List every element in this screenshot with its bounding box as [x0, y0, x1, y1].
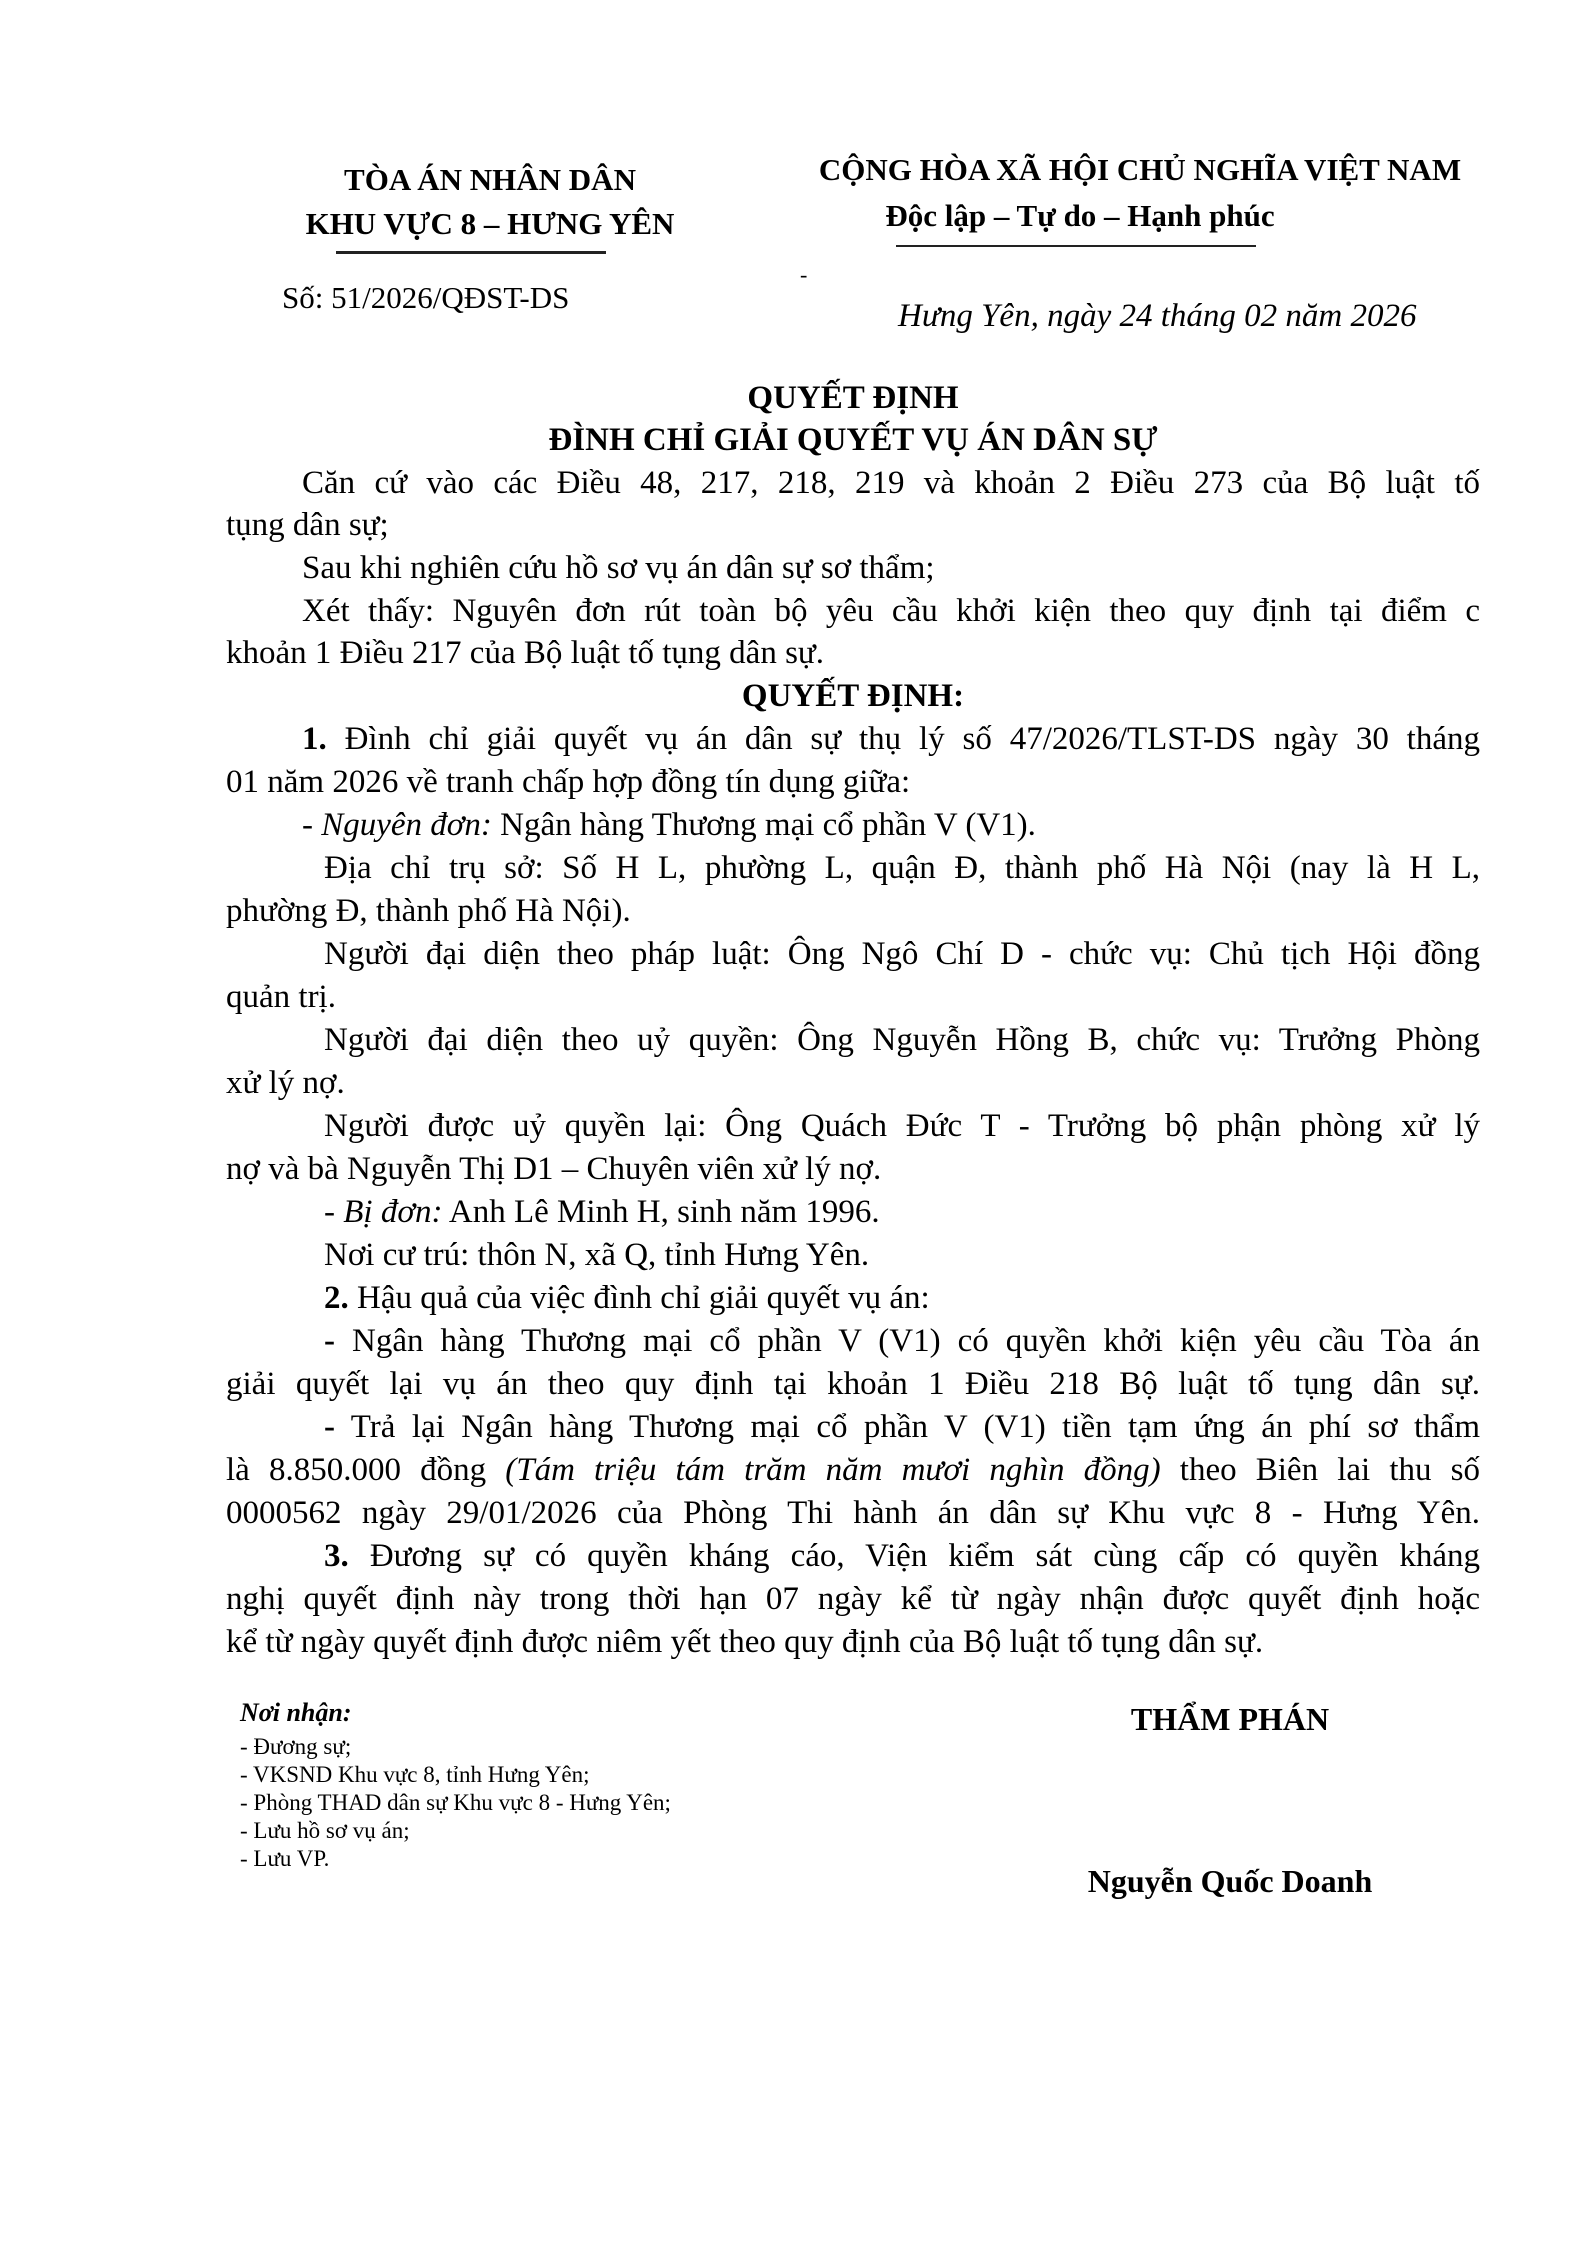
national-motto: Độc lập – Tự do – Hạnh phúc [885, 198, 1275, 233]
section2-item1-cont: giải quyết lại vụ án theo quy định tại khoản 1 Điều 218 Bộ luật tố tụng dân sự. [226, 1366, 1480, 1402]
recipients-label: Nơi nhận: [240, 1698, 352, 1727]
document-subtitle: ĐÌNH CHỈ GIẢI QUYẾT VỤ ÁN DÂN SỰ [548, 422, 1158, 458]
decision-heading: QUYẾT ĐỊNH: [741, 678, 965, 714]
plaintiff-address: Địa chỉ trụ sở: Số H L, phường L, quận Đ, thành phố Hà Nội (nay là H L, [324, 850, 1480, 886]
section3-line1 [324, 1535, 1480, 1577]
plaintiff-line [302, 804, 1480, 846]
sub-authorized-person-cont: nợ và bà Nguyễn Thị D1 – Chuyên viên xử lý nợ. [226, 1151, 882, 1187]
fee-amount-words: (Tám triệu tám trăm năm mươi nghìn đồng) [505, 1452, 1161, 1488]
receipt-label: theo Biên lai thu số [1160, 1452, 1480, 1488]
section3-line3: kể từ ngày quyết định được niêm yết theo quy định của Bộ luật tố tụng dân sự. [226, 1624, 1264, 1660]
recipient-item: - Lưu VP. [240, 1846, 330, 1871]
signer-name: Nguyễn Quốc Doanh [1087, 1863, 1373, 1899]
recipient-item: - Lưu hồ sơ vụ án; [240, 1818, 410, 1843]
section2-item1 [324, 1320, 1480, 1362]
authorized-representative: Người đại diện theo uỷ quyền: Ông Nguyễn Hồng B, chức vụ: Trưởng Phòng [324, 1022, 1480, 1058]
sub-authorized-person: Người được uỷ quyền lại: Ông Quách Đức T - Trưởng bộ phận phòng xử lý [324, 1108, 1480, 1144]
preamble-legal-basis: Căn cứ vào các Điều 48, 217, 218, 219 và khoản 2 Điều 273 của Bộ luật tố [302, 465, 1480, 501]
item2-text: Trả lại Ngân hàng Thương mại cổ phần V (V1) tiền tạm ứng án phí sơ thẩm [335, 1409, 1480, 1445]
motto-underline [896, 245, 1256, 247]
court-name: TÒA ÁN NHÂN DÂN [344, 162, 636, 197]
item1-dash: - [324, 1323, 335, 1359]
defendant-label: Bị đơn: [343, 1194, 443, 1230]
legal-representative: Người đại diện theo pháp luật: Ông Ngô Chí D - chức vụ: Chủ tịch Hội đồng [324, 936, 1480, 972]
section1-number: 1. [302, 721, 327, 757]
plaintiff-value: Ngân hàng Thương mại cổ phần V (V1). [491, 807, 1036, 843]
document-title: QUYẾT ĐỊNH [747, 380, 959, 416]
section3-line2: nghị quyết định này trong thời hạn 07 ngày kể từ ngày nhận được quyết định hoặc [226, 1581, 1480, 1617]
section1-line2: 01 năm 2026 về tranh chấp hợp đồng tín dụng giữa: [226, 764, 911, 800]
court-underline [336, 251, 606, 254]
section3-number: 3. [324, 1538, 349, 1574]
section2-item2-receipt: 0000562 ngày 29/01/2026 của Phòng Thi hành án dân sự Khu vực 8 - Hưng Yên. [226, 1495, 1480, 1531]
section2-item2 [324, 1406, 1480, 1448]
court-region: KHU VỰC 8 – HƯNG YÊN [305, 206, 675, 241]
legal-representative-cont: quản trị. [226, 979, 336, 1015]
defendant-residence: Nơi cư trú: thôn N, xã Q, tỉnh Hưng Yên. [324, 1237, 870, 1273]
item1-text: Ngân hàng Thương mại cổ phần V (V1) có quyền khởi kiện yêu cầu Tòa án [335, 1323, 1480, 1359]
recipient-item: - Phòng THAD dân sự Khu vực 8 - Hưng Yên; [240, 1790, 671, 1815]
fee-amount: là 8.850.000 đồng [226, 1452, 506, 1488]
section2-heading [324, 1277, 1480, 1319]
section1-line1 [302, 718, 1480, 760]
preamble-finding-cont: khoản 1 Điều 217 của Bộ luật tố tụng dân sự. [226, 635, 825, 671]
preamble-review: Sau khi nghiên cứu hồ sơ vụ án dân sự sơ thẩm; [302, 550, 935, 586]
section1-text: Đình chỉ giải quyết vụ án dân sự thụ lý số 47/2026/TLST-DS ngày 30 tháng [326, 721, 1480, 757]
plaintiff-address-cont: phường Đ, thành phố Hà Nội). [226, 893, 631, 929]
nation-name: CỘNG HÒA XÃ HỘI CHỦ NGHĨA VIỆT NAM [818, 152, 1462, 187]
section2-number: 2. [324, 1280, 349, 1316]
item2-dash: - [324, 1409, 335, 1445]
section3-text: Đương sự có quyền kháng cáo, Viện kiểm sát cùng cấp có quyền kháng [348, 1538, 1480, 1574]
preamble-finding: Xét thấy: Nguyên đơn rút toàn bộ yêu cầu khởi kiện theo quy định tại điểm c [302, 593, 1480, 629]
defendant-value: Anh Lê Minh H, sinh năm 1996. [442, 1194, 880, 1230]
plaintiff-dash: - [302, 807, 322, 843]
separator-dash: - [800, 262, 808, 287]
section2-text: Hậu quả của việc đình chỉ giải quyết vụ án: [348, 1280, 930, 1316]
place-date: Hưng Yên, ngày 24 tháng 02 năm 2026 [898, 298, 1417, 334]
recipient-item: - VKSND Khu vực 8, tỉnh Hưng Yên; [240, 1762, 590, 1787]
preamble-legal-basis-cont: tụng dân sự; [226, 507, 389, 543]
section2-item2-amount [226, 1449, 1480, 1491]
recipient-item: - Đương sự; [240, 1734, 352, 1759]
defendant-line [324, 1191, 1480, 1233]
document-number: Số: 51/2026/QĐST-DS [282, 280, 570, 315]
plaintiff-label: Nguyên đơn: [321, 807, 492, 843]
signature-title: THẨM PHÁN [1130, 1701, 1330, 1737]
authorized-representative-cont: xử lý nợ. [226, 1065, 345, 1101]
defendant-dash: - [324, 1194, 344, 1230]
